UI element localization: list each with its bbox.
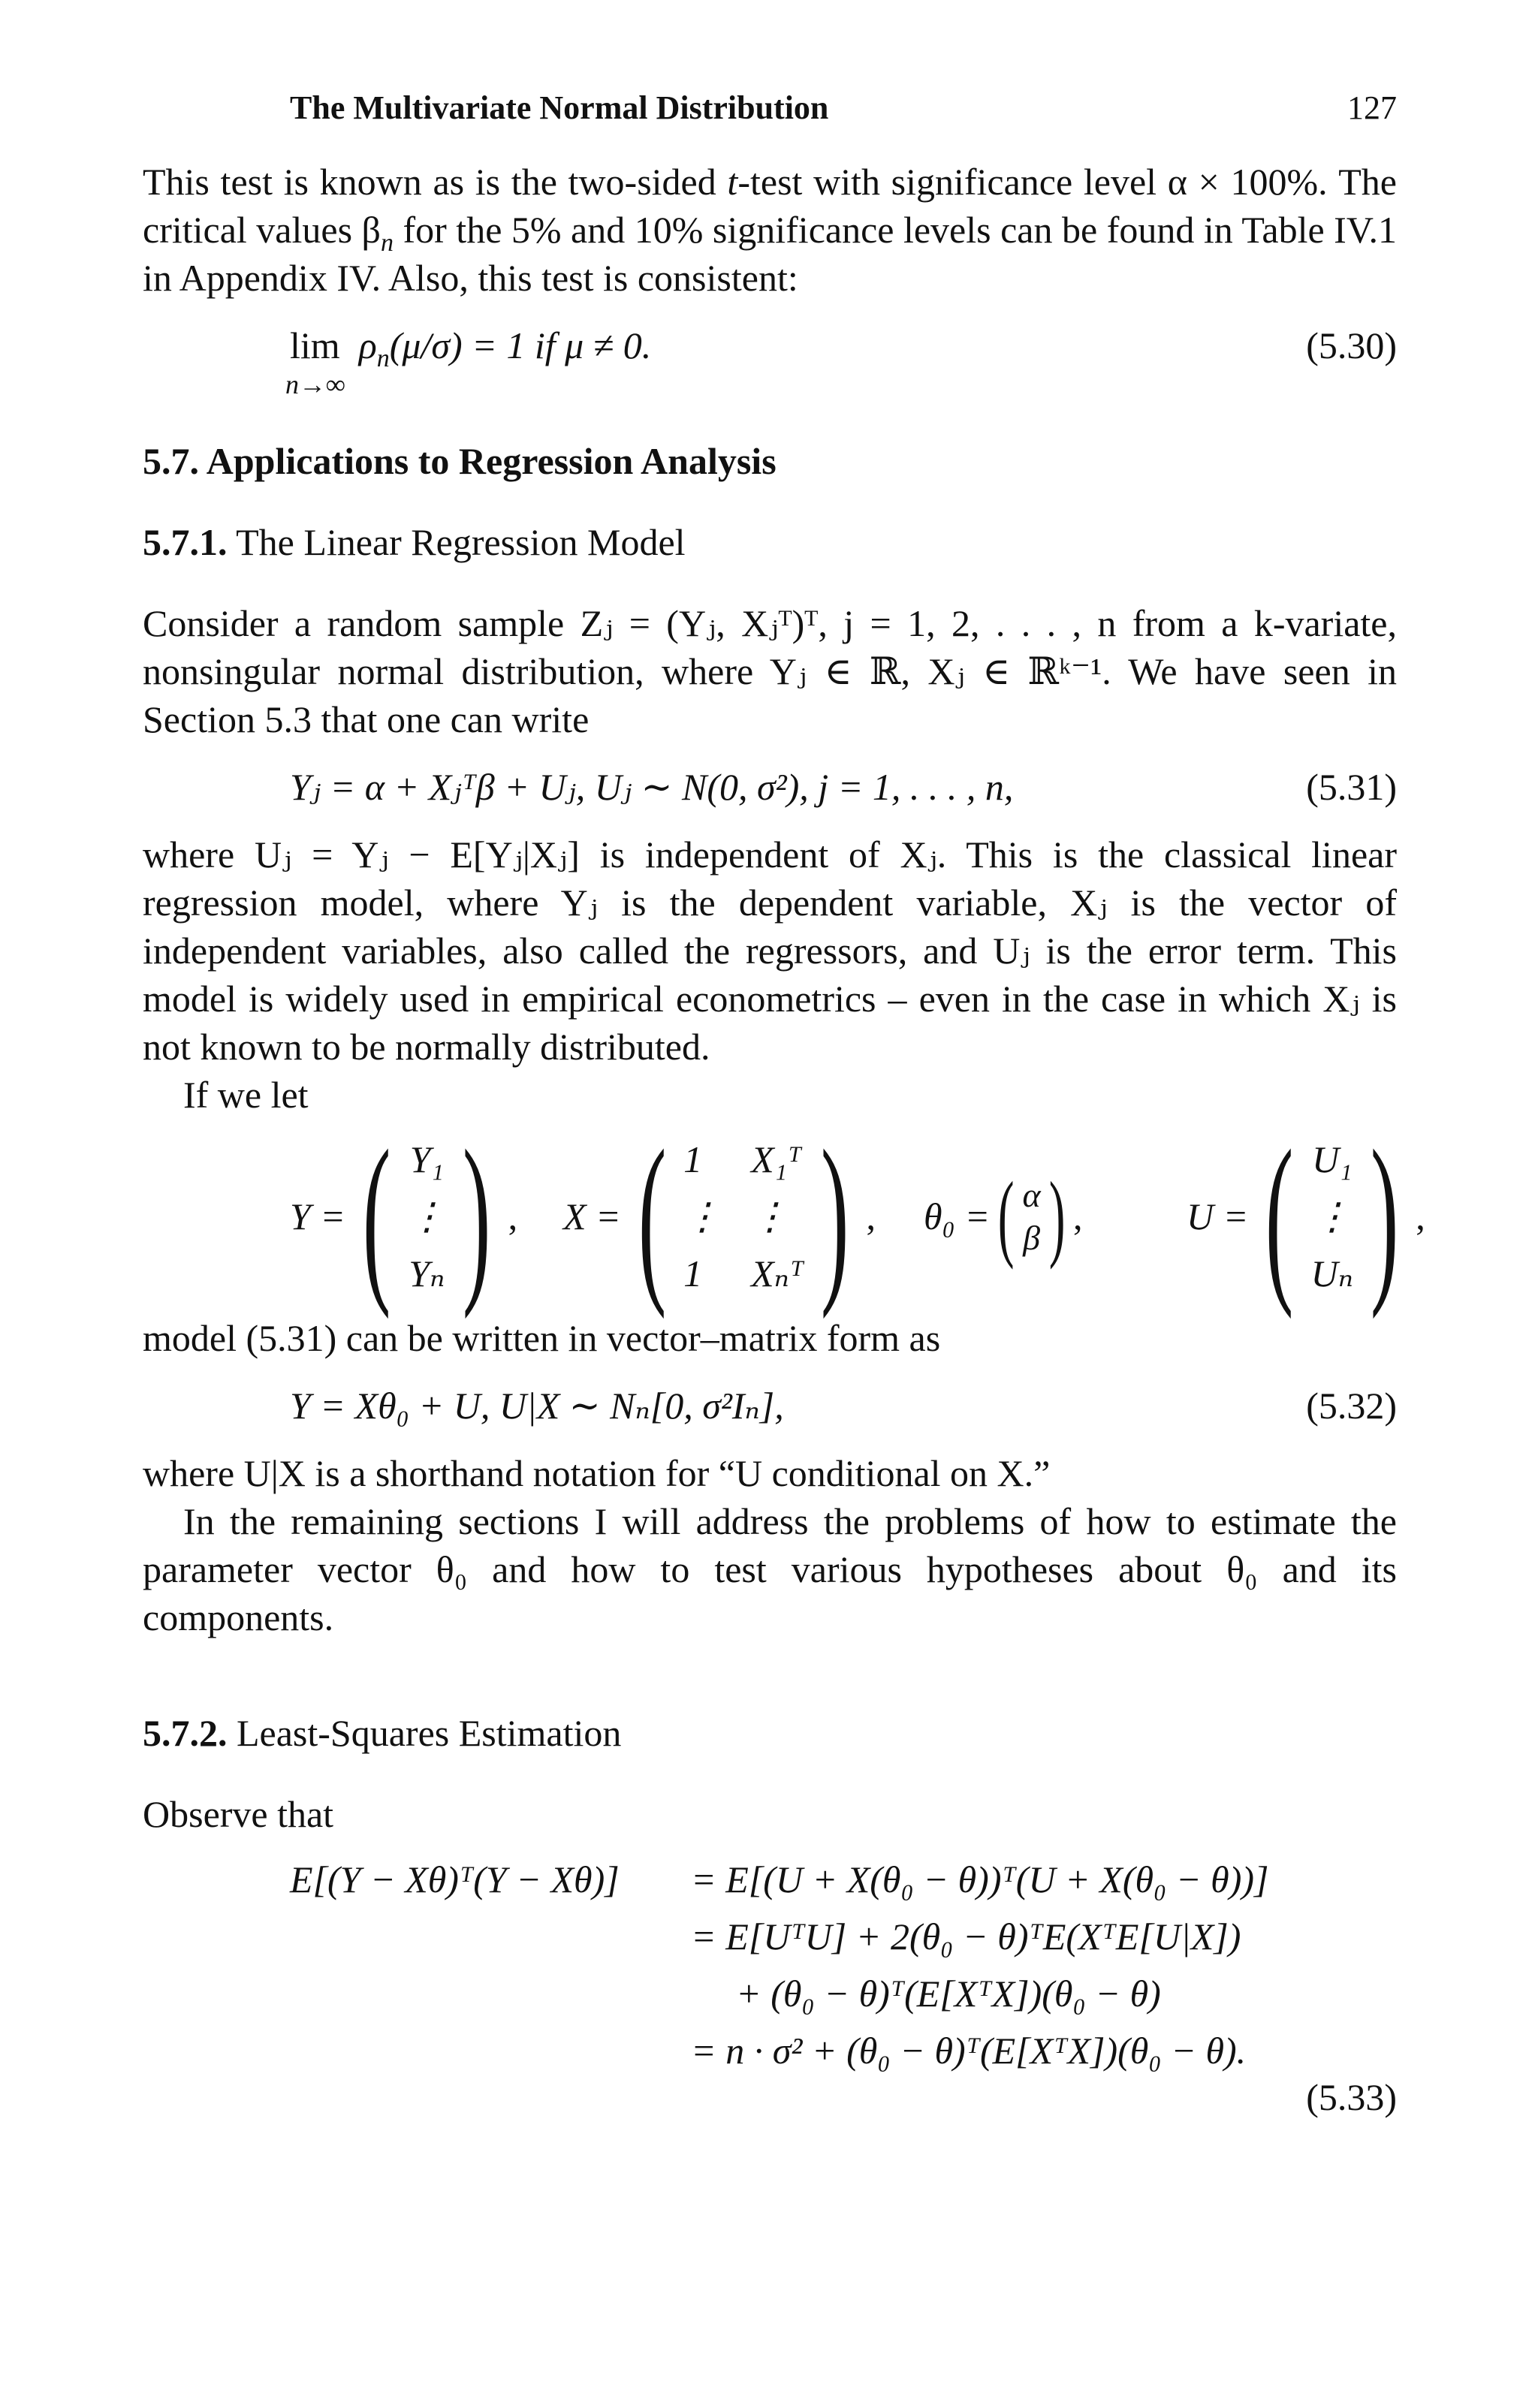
equation-number: (5.32): [1306, 1385, 1397, 1427]
paragraph-test: This test is known as is the two-sided t-test with significance level α × 100%. The critical values $\beta_n$ for the 5% and 10% significance levels can be found in Table IV.1 in Appendix IV. Also, this test is consistent:: [143, 161, 1397, 299]
vector-theta: θ₀ = ( α β ) ,: [924, 1162, 1083, 1270]
eq-line-2: = E[UᵀU] + 2(θ₀ − θ)ᵀE(XᵀE[U|X]): [691, 1915, 1241, 1957]
vector-U: U = ( U₁ ⋮ Uₙ ) ,: [1187, 1112, 1425, 1320]
running-head-title: The Multivariate Normal Distribution: [290, 89, 829, 126]
paragraph-vector-form: model (5.31) can be written in vector–matrix form as: [143, 1317, 941, 1359]
matrix-X: X = ( 1 X₁ᵀ ⋮ ⋮ 1 Xₙᵀ ) ,: [563, 1112, 876, 1320]
eq-line-1: = E[(U + X(θ₀ − θ))ᵀ(U + X(θ₀ − θ))]: [691, 1858, 1269, 1900]
eq-line-3: + (θ₀ − θ)ᵀ(E[XᵀX])(θ₀ − θ): [736, 1973, 1161, 2015]
section-heading: 5.7. Applications to Regression Analysis: [143, 440, 777, 482]
equation-5-33: [143, 1858, 1397, 2118]
matrix-definitions: [143, 1112, 1425, 1320]
paragraph-let: If we let: [183, 1074, 309, 1116]
paragraph-sample: Consider a random sample Zⱼ = (Yⱼ, Xⱼᵀ)ᵀ, j = 1, 2, . . . , n from a k-variate, nonsingular normal distribution, where Yⱼ ∈ ℝ, Xⱼ ∈ ℝᵏ⁻¹. We have seen in Section 5.3 that one can write: [143, 602, 1397, 740]
equation-5-32: Y = Xθ₀ + U, U|X ∼ Nₙ[0, σ²Iₙ], (5.32): [143, 1382, 1397, 1430]
subsection-heading-1: 5.7.1. The Linear Regression Model: [143, 521, 686, 563]
paragraph-shorthand: where U|X is a shorthand notation for “U conditional on X.”: [143, 1452, 1051, 1494]
paragraph-observe: Observe that: [143, 1793, 334, 1835]
page: [143, 83, 1425, 2118]
paragraph-remaining: In the remaining sections I will address the problems of how to estimate the parameter vector θ₀ and how to test various hypotheses about θ₀ and its components.: [143, 1500, 1397, 1638]
equation-number: (5.31): [1306, 766, 1397, 808]
subsection-heading-2: 5.7.2. Least-Squares Estimation: [143, 1712, 622, 1754]
page-number: 127: [1347, 89, 1397, 126]
equation-number: (5.30): [1306, 324, 1397, 366]
matrix-Y: Y = ( Y₁ ⋮ Yₙ ) ,: [290, 1112, 518, 1320]
eq-line-4: = n · σ² + (θ₀ − θ)ᵀ(E[XᵀX])(θ₀ − θ).: [691, 2030, 1247, 2072]
equation-5-31: Yⱼ = α + Xⱼᵀβ + Uⱼ, Uⱼ ∼ N(0, σ²), j = 1, . . . , n, (5.31): [143, 763, 1397, 811]
equation-5-30: lim n→∞ $\rho_n(\mu/\sigma) = 1$ if μ ≠ 0. (5.30): [143, 321, 1397, 369]
running-head: [143, 83, 1397, 128]
equation-number: (5.33): [1306, 2076, 1397, 2118]
paragraph-model: where Uⱼ = Yⱼ − E[Yⱼ|Xⱼ] is independent of Xⱼ. This is the classical linear regression model, where Yⱼ is the dependent variable, Xⱼ is the vector of independent variables, also called the regressors, and Uⱼ is the error term. This model is widely used in empirical econometrics – even in the case in which Xⱼ is not known to be normally distributed.: [143, 833, 1397, 1068]
eq-lhs: E[(Y − Xθ)ᵀ(Y − Xθ)]: [290, 1858, 620, 1900]
